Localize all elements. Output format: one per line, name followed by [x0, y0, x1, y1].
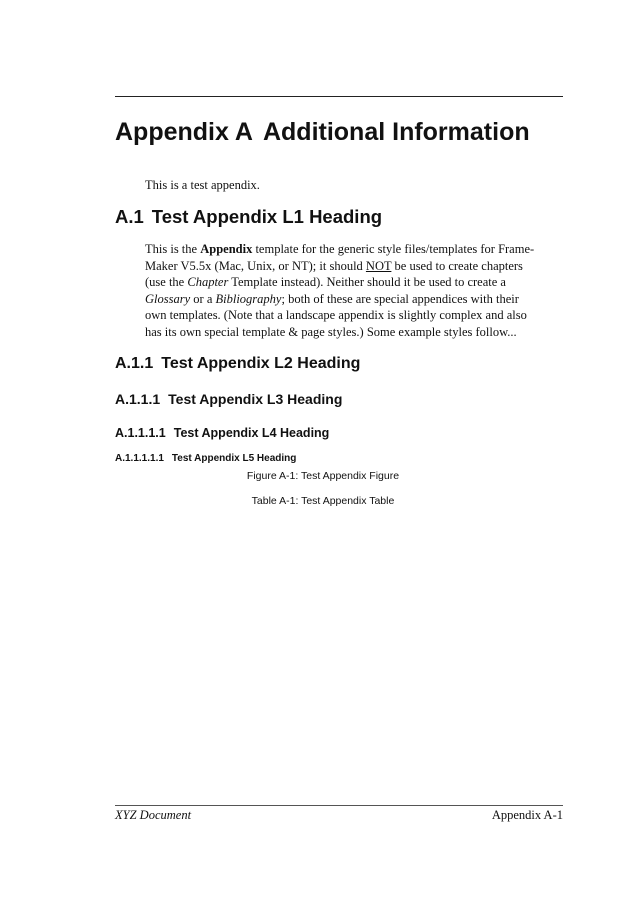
table-caption: Table A-1: Test Appendix Table — [251, 495, 395, 507]
main-paragraph-bold: Appendix — [200, 242, 253, 256]
heading-l1-text: Test Appendix L1 Heading — [151, 206, 383, 227]
heading-l3-number: A.1.1.1 — [115, 391, 161, 407]
heading-l2 — [115, 355, 360, 373]
heading-l5-text: Test Appendix L5 Heading — [171, 453, 297, 464]
main-paragraph-italic: Bibliography — [215, 291, 282, 306]
header-rule — [115, 96, 563, 97]
heading-l4 — [115, 426, 329, 440]
heading-l4-text: Test Appendix L4 Heading — [173, 426, 330, 440]
appendix-title-text: Additional Information — [262, 118, 530, 146]
heading-l2-number: A.1.1 — [115, 355, 154, 372]
footer-document-name: XYZ Document — [115, 808, 192, 822]
appendix-title — [115, 118, 530, 147]
appendix-title-label: Appendix A — [115, 118, 253, 146]
intro-paragraph: This is a test appendix. — [145, 178, 260, 192]
heading-l5-number: A.1.1.1.1.1 — [115, 453, 164, 464]
footer-page-number: Appendix A-1 — [491, 808, 563, 822]
heading-l1-number: A.1 — [115, 206, 144, 227]
heading-l3-text: Test Appendix L3 Heading — [168, 391, 343, 407]
main-paragraph-text: Template instead). Neither should it be used to create a — [228, 275, 506, 289]
main-paragraph-underline: NOT — [365, 258, 392, 273]
heading-l2-text: Test Appendix L2 Heading — [161, 355, 361, 372]
main-paragraph-text: or a — [190, 291, 216, 306]
main-paragraph-text: This is the — [145, 242, 201, 256]
main-paragraph-text: template for the generic style files/templates for Frame-Maker V5.5x (Mac, Unix, or NT); it should — [145, 242, 535, 273]
footer-rule — [115, 805, 563, 806]
figure-caption: Figure A-1: Test Appendix Figure — [246, 470, 400, 482]
heading-l3 — [115, 391, 342, 407]
main-paragraph-italic: Chapter — [187, 275, 229, 289]
main-paragraph-text: ; both of these are special appendices with their own templates. (Note that a landscape appendix is slightly complex and also has its own special template & page styles.) Some example styles follow... — [145, 291, 527, 339]
main-paragraph-italic: Glossary — [145, 291, 191, 306]
main-paragraph-text: be used to create chapters (use the — [145, 258, 523, 289]
main-paragraph — [145, 241, 540, 340]
heading-l4-number: A.1.1.1.1 — [115, 426, 166, 440]
heading-l5 — [115, 453, 296, 464]
heading-l1 — [115, 206, 382, 228]
